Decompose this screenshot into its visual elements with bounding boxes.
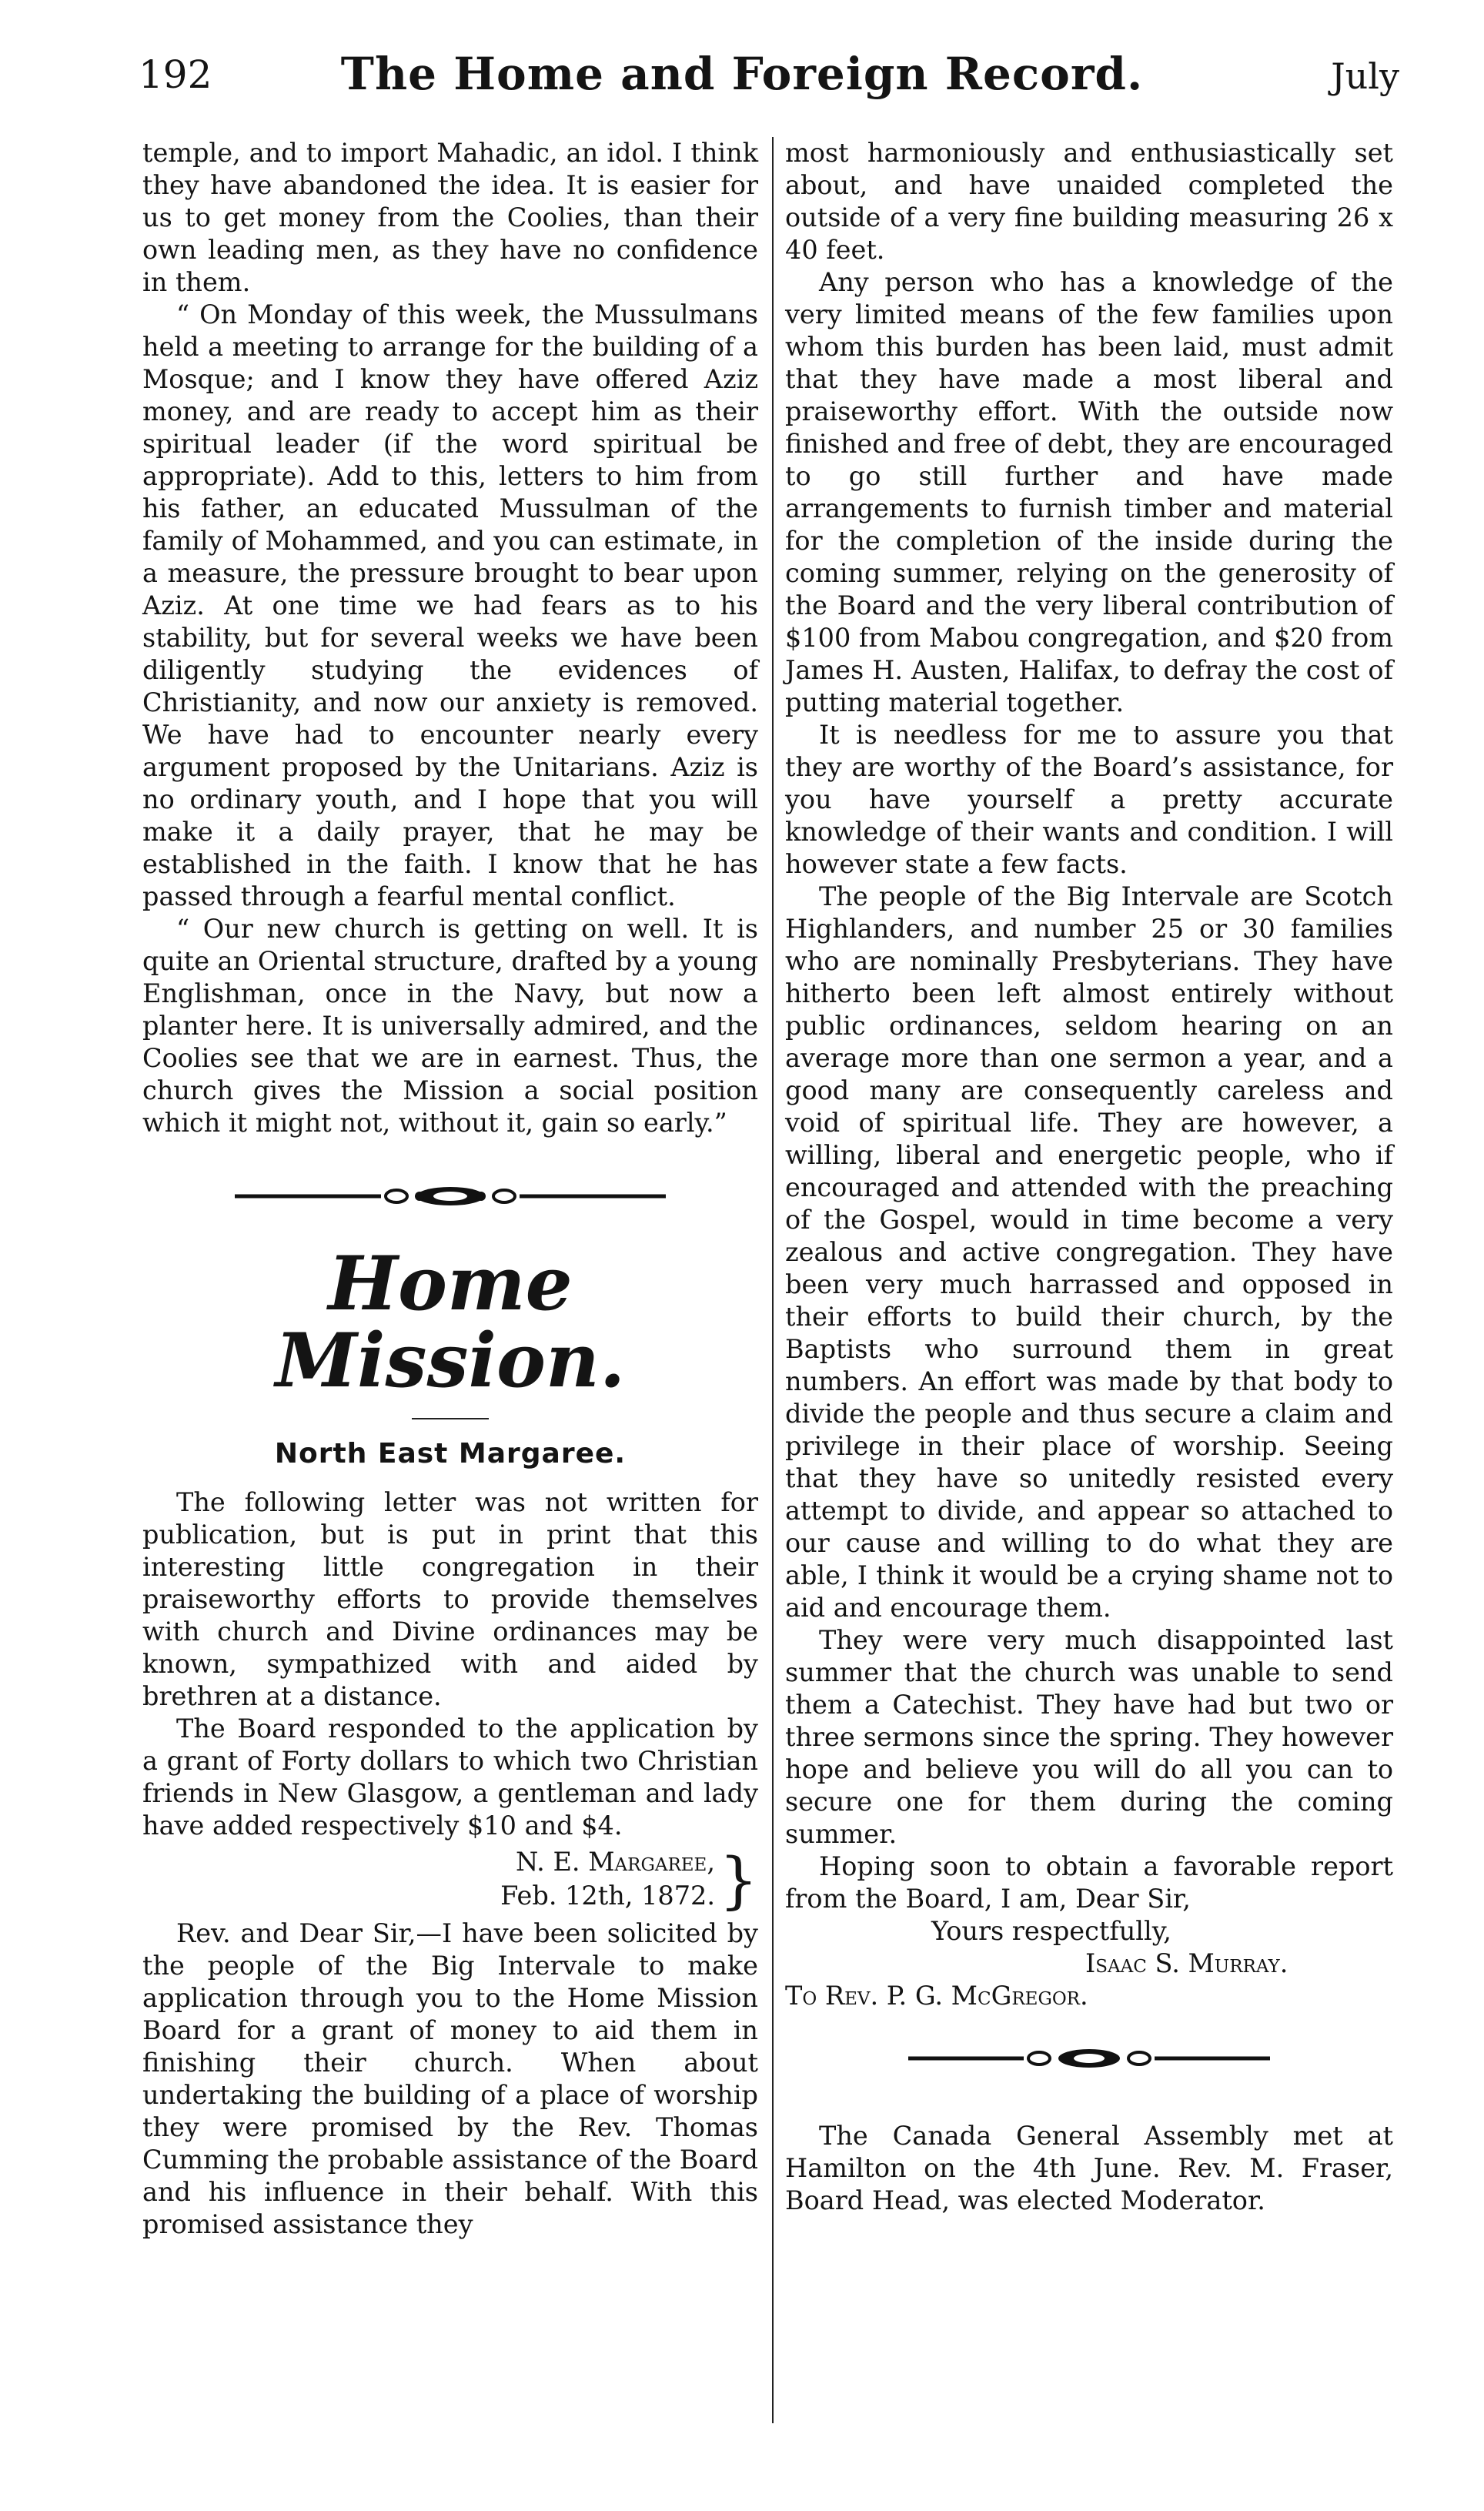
page-header — [0, 0, 1484, 123]
paragraph: The following letter was not written for publication, but is put in print that this interesting little congregation in their praiseworthy efforts to provide themselves with church and Divine ordinances may be known, sympathized with and aided by brethren at a distance. — [142, 1487, 758, 1711]
paragraph: Rev. and Dear Sir,—I have been solicited by the people of the Big Intervale to make application through you to the Home Mission Board for a grant of money to aid them in finishing their church. When about undertaking the building of a place of worship they were promised by the Rev. Thomas Cumming the probable assistance of the Board and his influence in their behalf. With this promised assistance they — [142, 1918, 758, 2239]
ornamental-divider — [785, 2043, 1393, 2080]
column-divider — [772, 137, 774, 2423]
paragraph: Hoping soon to obtain a favorable report from the Board, I am, Dear Sir, — [785, 1851, 1393, 1914]
letter-dateline — [142, 1844, 758, 1918]
letter-addressee: To Rev. P. G. McGregor. — [785, 1981, 1088, 2011]
paragraph: “ On Monday of this week, the Mussulmans held a meeting to arrange for the building of a Mosque; and I know they have offered Aziz money, and are ready to accept him as their spiritual leader (if the word spiritual be appropriate). Add to this, letters to him from his father, an educated Mussulman of the family of Mohammed, and you can estimate, in a measure, the pressure brought to bear upon Aziz. At one time we had fears as to his stability, but for several weeks we have been diligently studying the evidences of Christianity, and now our anxiety is removed. We have had to encounter nearly every argument proposed by the Unitarians. Aziz is no ordinary youth, and I hope that you will make it a daily prayer, that he may be established in the faith. I know that he has passed through a fearful mental conflict. — [142, 299, 758, 911]
paragraph: It is needless for me to assure you that they are worthy of the Board’s assistance, for you have yourself a pretty accurate knowledge of their wants and condition. I will however state a few facts. — [785, 720, 1393, 879]
section-heading: Home Mission. — [275, 1240, 626, 1404]
paragraph: They were very much disappointed last summer that the church was unable to send them a Catechist. They have had but two or three sermons since the spring. They however hope and believe you will do all you can to secure one for them during the coming summer. — [785, 1625, 1393, 1849]
paragraph: The Board responded to the application by a grant of Forty dollars to which two Christian friends in New Glasgow, a gentleman and lady have added respectively $10 and $4. — [142, 1714, 758, 1841]
dateline-place: N. E. Margaree, — [516, 1847, 715, 1877]
paragraph: The people of the Big Intervale are Scotch Highlanders, and number 25 or 30 families who are nominally Presbyterians. They have hitherto been left almost entirely without public ordinances, seldom hearing on an average more than one sermon a year, and a good many are consequently careless and void of spiritual life. They are however, a willing, liberal and energetic people, who if encouraged and attended with the preaching of the Gospel, would in time become a very zealous and active congregation. They have been very much harrassed and opposed in their efforts to build their church, by the Baptists who surround them in great numbers. An effort was made by that body to divide the people and thus secure a claim and privilege in their place of worship. Seeing that they have so unitedly resisted every attempt to divide, and appear so attached to our cause and willing to do what they are able, I think it would be a crying shame not to aid and encourage them. — [785, 881, 1393, 1623]
paragraph: Any person who has a knowledge of the very limited means of the few families upon whom this burden has been laid, must admit that they have made a most liberal and praiseworthy effort. With the outside now finished and free of debt, they are encouraged to go still further and have made arrangements to furnish timber and material for the completion of the inside during the coming summer, relying on the generosity of the Board and the very liberal contribution of $100 from Mabou congregation, and $20 from James H. Austen, Halifax, to defray the cost of putting material together. — [785, 267, 1394, 717]
paragraph: The Canada General Assembly met at Hamilton on the 4th June. Rev. M. Fraser, Board Head, was elected Moderator. — [785, 2121, 1393, 2215]
dateline-date: Feb. 12th, 1872. — [500, 1881, 715, 1911]
heading-rule — [412, 1418, 489, 1419]
right-column — [785, 137, 1393, 2217]
brace-glyph: } — [719, 1844, 758, 1916]
paragraph: most harmoniously and enthusiastically set about, and have unaided completed the outside of a very fine building measuring 26 x 40 feet. — [785, 138, 1393, 265]
letter-signature: Isaac S. Murray. — [1085, 1948, 1288, 1978]
left-column — [142, 137, 758, 2241]
article-subheading: North East Margaree. — [274, 1438, 627, 1469]
journal-title: The Home and Foreign Record. — [340, 48, 1144, 100]
page-number: 192 — [139, 52, 212, 97]
paragraph: “ Our new church is getting on well. It is quite an Oriental structure, drafted by a young Englishman, once in the Navy, but now a planter here. It is universally admired, and the Coolies see that we are in earnest. Thus, the church gives the Mission a social position which it might not, without it, gain so early.” — [142, 914, 758, 1138]
letter-closing: Yours respectfully, — [931, 1916, 1171, 1946]
paragraph: temple, and to import Mahadic, an idol. I think they have abandoned the idea. It is easier for us to get money from the Coolies, than their own leading men, as they have no confidence in them. — [142, 138, 758, 297]
ornamental-divider — [142, 1181, 758, 1218]
header-month: July — [1331, 55, 1399, 97]
